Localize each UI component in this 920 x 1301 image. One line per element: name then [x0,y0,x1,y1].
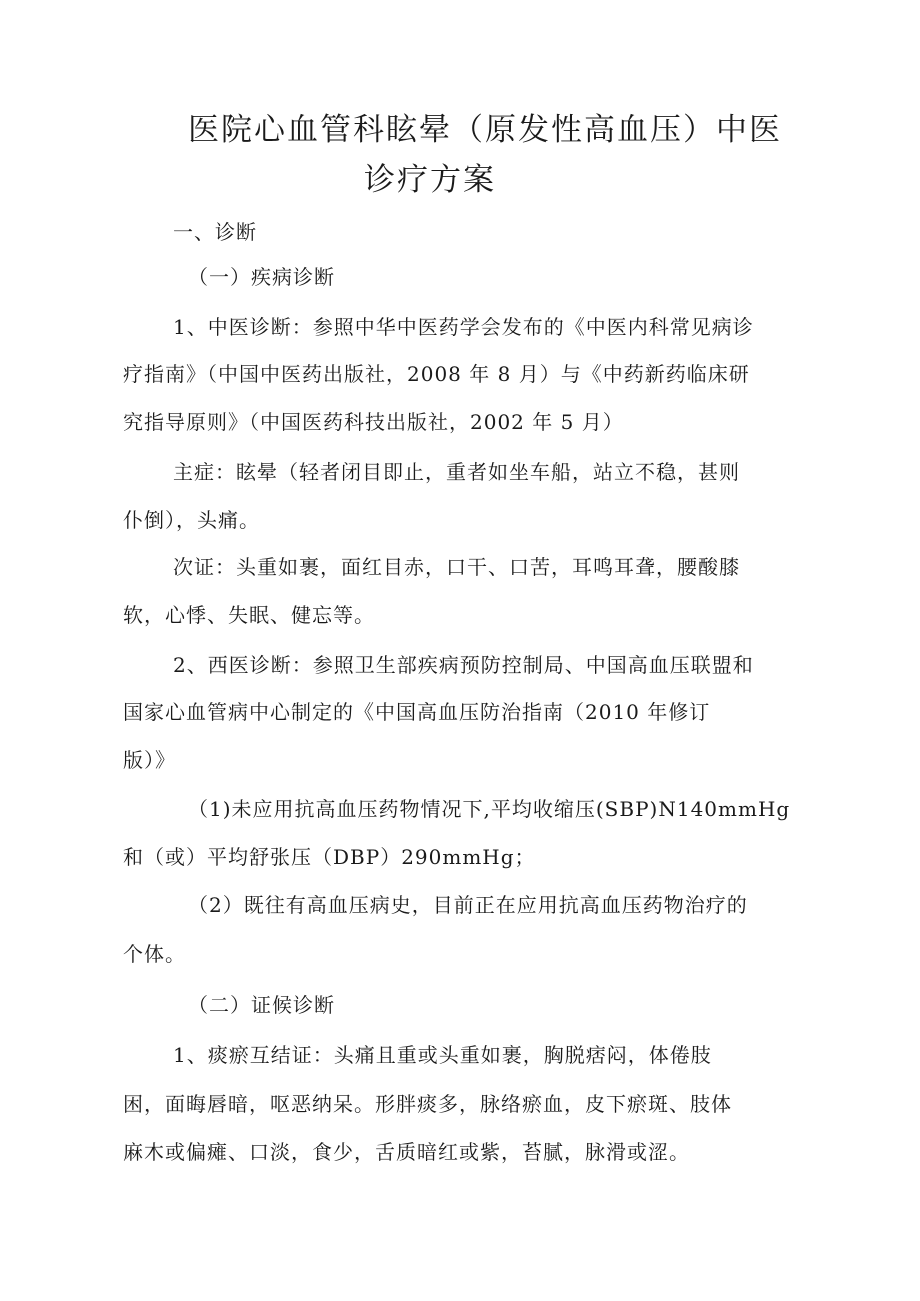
document-title-line-1: 医院心血管科眩晕（原发性高血压）中医 [188,112,782,148]
text-line: 究指导原则》（中国医药科技出版社，2002 年 5 月） [123,410,624,434]
text-line: 困，面晦唇暗，呕恶纳呆。形胖痰多，脉络瘀血，皮下瘀斑、肢体 [123,1092,732,1116]
text-line: 1、中医诊断：参照中华中医药学会发布的《中医内科常见病诊 [173,315,754,339]
text-line: 次证：头重如裹，面红目赤，口干、口苦，耳鸣耳聋，腰酸膝 [173,555,740,579]
text-line: 版）》 [123,748,176,772]
text-line: 个体。 [123,942,186,966]
document-title-line-2: 诊疗方案 [364,162,496,198]
text-line: （2）既往有高血压病史，目前正在应用抗高血压药物治疗的 [188,893,748,917]
subsection-heading-disease-diagnosis: （一）疾病诊断 [188,265,335,289]
text-line: 国家心血管病中心制定的《中国高血压防治指南（2010 年修订 [123,700,711,724]
text-line: 疗指南》（中国中医药出版社，2008 年 8 月）与《中药新药临床研 [123,362,750,386]
text-line: 1、痰瘀互结证：头痛且重或头重如裹，胸脱痞闷，体倦肢 [173,1043,712,1067]
text-line: 和（或）平均舒张压（DBP）290mmHg； [123,845,536,869]
section-heading-diagnosis: 一、诊断 [173,220,257,244]
text-line: 软，心悸、失眠、健忘等。 [123,603,375,627]
text-line: 麻木或偏瘫、口淡，食少，舌质暗红或紫，苔腻，脉滑或涩。 [123,1140,690,1164]
text-line: 仆倒），头痛。 [123,508,260,532]
text-line: 主症：眩晕（轻者闭目即止，重者如坐车船，站立不稳，甚则 [173,460,740,484]
subsection-heading-syndrome-diagnosis: （二）证候诊断 [188,993,335,1017]
text-line: （1)未应用抗高血压药物情况下,平均收缩压(SBP)N140mmHg [188,797,791,821]
text-line: 2、西医诊断：参照卫生部疾病预防控制局、中国高血压联盟和 [173,653,754,677]
